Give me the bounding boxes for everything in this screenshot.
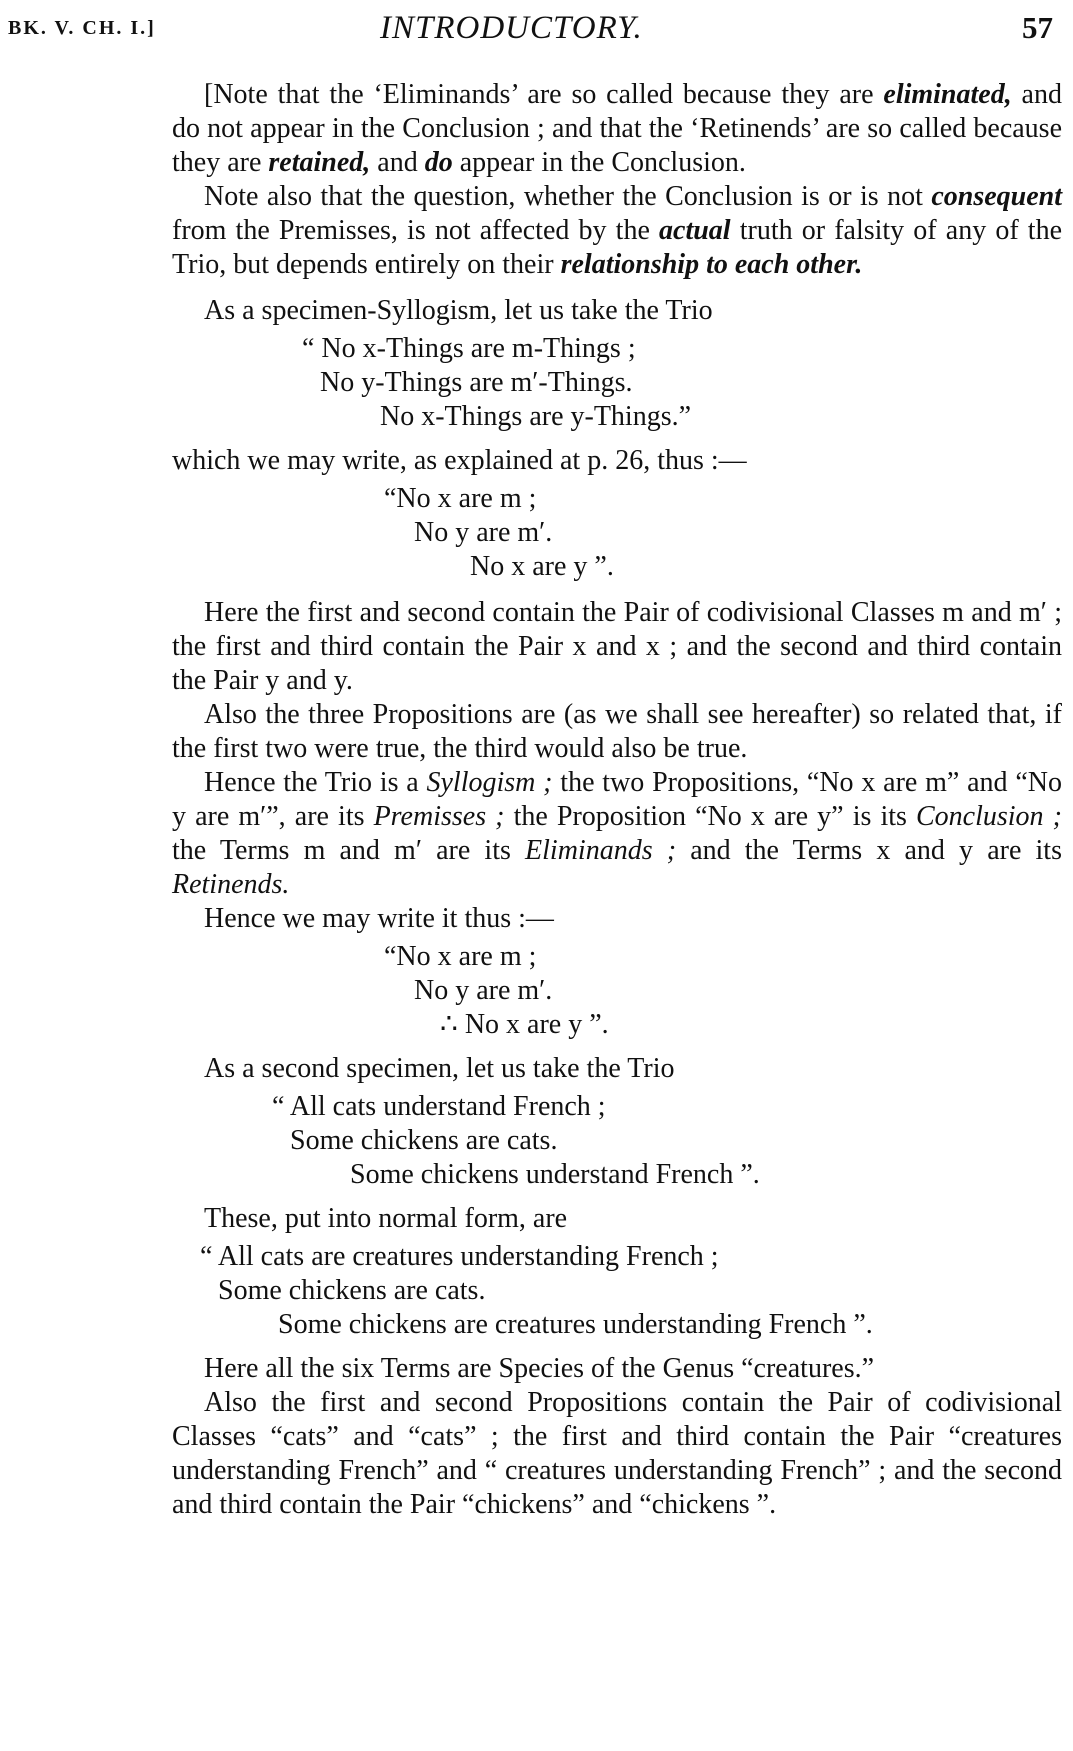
text-run: the Proposition “No x are y” is its	[504, 801, 916, 832]
emphasis: Syllogism ;	[426, 767, 553, 798]
emphasis: relationship to each other.	[560, 249, 863, 280]
verse-line: No y are m′.	[414, 517, 553, 548]
text-run: Hence the Trio is a	[204, 767, 427, 798]
paragraph	[172, 766, 1062, 902]
text-run: and	[370, 147, 425, 178]
emphasis: Retinends.	[172, 869, 290, 900]
text-run: truth or falsity of any of the Trio, but depends entirely on their	[172, 215, 1062, 280]
verse-line: No x are y ”.	[470, 551, 614, 582]
running-head-title: INTRODUCTORY.	[380, 10, 643, 46]
verse-line: No y are m′.	[414, 975, 553, 1006]
verse-line: “ All cats understand French ;	[272, 1091, 606, 1122]
text-run: Note also that the question, whether the Conclusion is or is not	[204, 181, 932, 212]
paragraph: These, put into normal form, are	[204, 1203, 568, 1234]
text-run: the Terms m and m′ are its	[172, 835, 526, 866]
verse-line: No x-Things are y-Things.”	[380, 401, 692, 432]
verse-line: “No x are m ;	[384, 941, 537, 972]
trio-block	[172, 1240, 1062, 1342]
emphasis: Eliminands ;	[525, 835, 677, 866]
verse-line: Some chickens are cats.	[290, 1125, 558, 1156]
verse-line: No y-Things are m′-Things.	[320, 367, 633, 398]
verse-line: “No x are m ;	[384, 483, 537, 514]
emphasis: do	[424, 147, 453, 178]
verse-line: “ All cats are creatures understanding French ;	[200, 1241, 719, 1272]
text-run: [Note that the ‘Eliminands’ are so called because they are	[204, 79, 884, 110]
paragraph: As a second specimen, let us take the Trio	[204, 1053, 675, 1084]
paragraph: Here the first and second contain the Pair of codivisional Classes m and m′ ; the first and third contain the Pair x and x ; and the second and third contain the Pair y and y.	[172, 597, 1062, 696]
trio-block	[172, 482, 1062, 584]
page-number: 57	[1022, 10, 1053, 45]
emphasis: actual	[659, 215, 731, 246]
running-head-left: BK. V. CH. I.]	[8, 17, 156, 39]
verse-line: “ No x-Things are m-Things ;	[302, 333, 636, 364]
emphasis: Premisses ;	[373, 801, 505, 832]
text-run: from the Premisses, is not affected by the	[172, 215, 660, 246]
text-run: and the Terms x and y are its	[676, 835, 1062, 866]
page-body	[172, 78, 1062, 1522]
verse-line: Some chickens are creatures understanding French ”.	[278, 1309, 873, 1340]
trio-block	[172, 332, 1062, 434]
text-run: appear in the Conclusion.	[452, 147, 746, 178]
paragraph: Hence we may write it thus :—	[204, 903, 554, 934]
paragraph: Also the three Propositions are (as we shall see hereafter) so related that, if the first two were true, the third would also be true.	[172, 699, 1062, 764]
emphasis: Conclusion ;	[916, 801, 1062, 832]
trio-block	[172, 1090, 1062, 1192]
text-run: the two Propositions, “No x are m” and “No y are m′”, are its	[172, 767, 1062, 832]
paragraph: Also the first and second Propositions contain the Pair of codivisional Classes “cats” and “cats” ; the first and third contain the Pair “creatures understanding French” and “ creatures understanding French” ; and the second and third contain the Pair “chickens” and “chickens ”.	[172, 1387, 1062, 1520]
paragraph-note	[172, 78, 1062, 180]
paragraph: Here all the six Terms are Species of the Genus “creatures.”	[204, 1353, 875, 1384]
emphasis: consequent	[931, 181, 1062, 212]
verse-line: ∴ No x are y ”.	[440, 1009, 609, 1040]
paragraph: which we may write, as explained at p. 26, thus :—	[172, 445, 747, 476]
paragraph-note-2	[172, 180, 1062, 282]
emphasis: retained,	[268, 147, 371, 178]
verse-line: Some chickens are cats.	[218, 1275, 486, 1306]
text-run: and do not appear in the Conclusion ; and that the ‘Retinends’ are so called because they are	[172, 79, 1062, 178]
verse-line: Some chickens understand French ”.	[350, 1159, 760, 1190]
emphasis: eliminated,	[883, 79, 1012, 110]
paragraph: As a specimen-Syllogism, let us take the Trio	[204, 295, 713, 326]
trio-block	[172, 940, 1062, 1042]
